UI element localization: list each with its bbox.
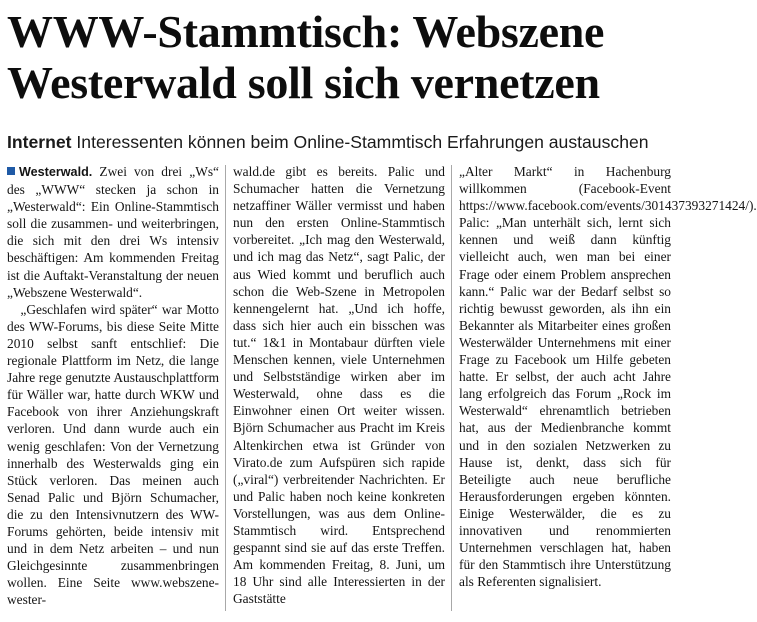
subline xyxy=(7,131,675,153)
paragraph xyxy=(7,163,219,301)
column-divider xyxy=(451,165,452,611)
headline: WWW-Stammtisch: Webszene Westerwald soll sich vernetzen xyxy=(7,6,605,108)
column-3 xyxy=(459,163,757,590)
paragraph: „Geschlafen wird später“ war Motto des WW-Forums, bis diese Seite Mitte 2010 selbst sanft entschlief: Die regionale Plattform im Netz, die lange Jahre rege genutzte Austauschplattform für Wäller war, hatte durch WKW und Facebook von ihrer Anziehungskraft verloren. Und dann wurde auch ein wenig geschlafen: Von der Vernetzung innerhalb des Westerwalds ging ein Stück verloren. Das meinen auch Senad Palic und Björn Schumacher, die zu den Intensivnutzern des WW-Forums gehörten, beide intensiv mit und in dem Netz arbeiten – und nun Gleichgesinnte zusammenbringen wollen. Eine Seite www.webszene-wester- xyxy=(7,301,219,608)
dateline: Westerwald. xyxy=(19,165,93,179)
article-body xyxy=(7,163,757,618)
subline-kicker: Internet xyxy=(7,132,72,152)
square-marker-icon xyxy=(7,167,15,175)
column-1 xyxy=(7,163,219,608)
paragraph: „Alter Markt“ in Hachenburg willkommen (Facebook-Event https://www.facebook.com/events/301437393271424/). Palic: „Man unterhält sich, lernt sich kennen und weiß dann künftig vielleicht auch, wen man bei einer Frage oder einem Problem ansprechen kann.“ Palic war der Bedarf selbst so richtig bewusst geworden, als ihn ein Bekannter als Mitarbeiter eines großen Westerwälder Unternehmens mit einer Frage zu Facebook um Hilfe gebeten hatte. Er selbst, der auch acht Jahre lang erfolgreich das Forum „Rock im Westerwald“ ehrenamtlich betrieben hat, aus der Medienbranche kommt und in den sozialen Netzwerken zu Hause ist, denkt, dass sich für Beteiligte auch neue berufliche Herausforderungen ergeben könnten. Einige Westerwälder, die es zu innovativen und renommierten Unternehmen verschlagen hat, haben für den Stammtisch ihre Unterstützung als Referenten signalisiert. xyxy=(459,164,757,590)
column-divider xyxy=(225,165,226,611)
paragraph-text: Zwei von drei „Ws“ des „WWW“ stecken ja schon in „Westerwald“: Ein Online-Stammtisch soll die zusammen- und weiterbringen, die sich mit den drei Ws intensiv beschäftigen: Am kommenden Freitag ist die Auftakt-Veranstaltung der neuen „Webszene Westerwald“. xyxy=(7,164,219,300)
paragraph: wald.de gibt es bereits. Palic und Schumacher hatten die Vernetzung netzaffiner Wäller vermisst und haben nun den ersten Online-Stammtisch vorbereitet. „Ich mag den Westerwald, und ich mag das Netz“, sagt Palic, der aus Wied kommt und beruflich auch schon die Web-Szene in Metropolen kennengelernt hat. „Und ich hoffe, dass sich hier auch ein bisschen was tut.“ 1&1 in Montabaur dürften viele Menschen kennen, viele Unternehmen und Selbstständige wirken aber im Westerwald, ohne dass es die Einwohner einen Ort weiter wissen. Björn Schumacher aus Pracht im Kreis Altenkirchen etwa ist Gründer von Virato.de zum Aufspüren sich rapide („viral“) verbreitender Nachrichten. Er und Palic haben noch keine konkreten Vorstellungen, was aus dem Online-Stammtisch wird. Entsprechend gespannt sind sie auf das erste Treffen. Am kommenden Freitag, 8. Juni, um 18 Uhr sind alle Interessierten in der Gaststätte xyxy=(233,164,445,607)
subline-text: Interessenten können beim Online-Stammtisch Erfahrungen austauschen xyxy=(76,132,649,152)
column-2 xyxy=(233,163,445,607)
